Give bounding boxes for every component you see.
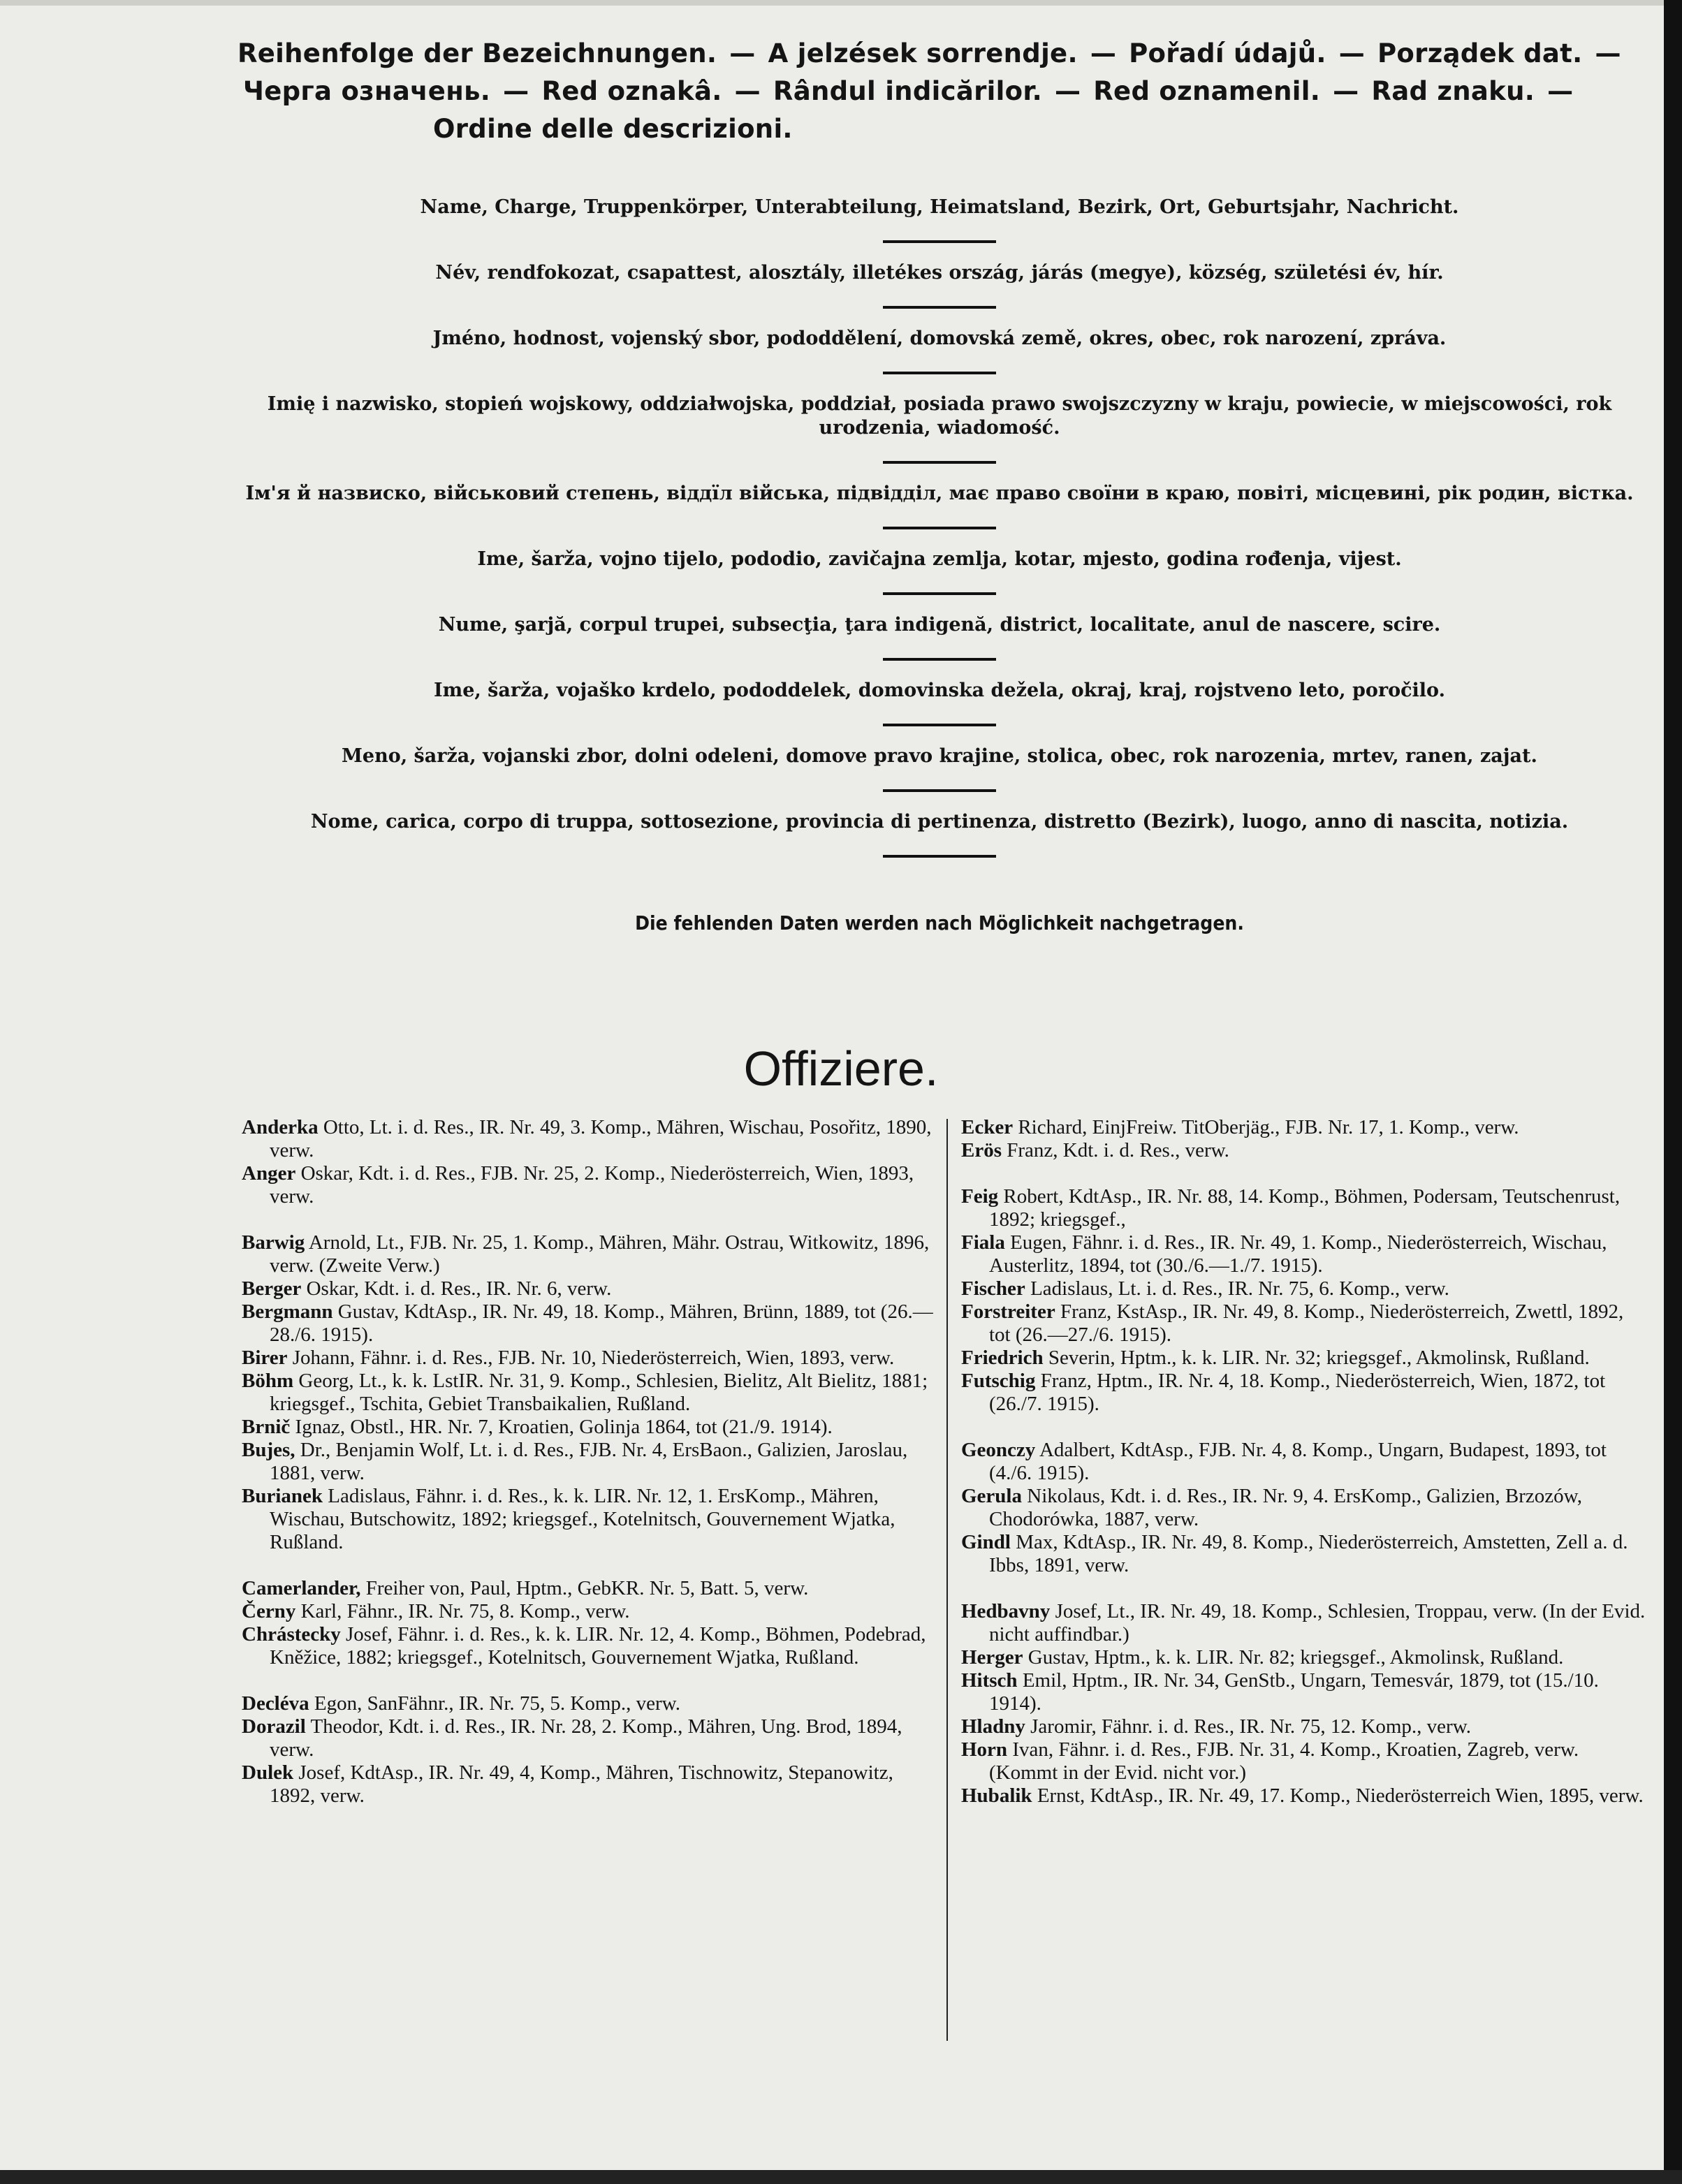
officer-surname: Anderka [242,1116,319,1138]
officer-surname: Brnič [242,1416,291,1438]
officer-entry [961,1784,1646,1808]
officer-entry [242,1692,940,1715]
officer-surname: Bergmann [242,1300,333,1323]
separator-rule [883,724,996,726]
officer-entry [242,1347,940,1370]
officer-details: Robert, KdtAsp., IR. Nr. 88, 14. Komp., Böhmen, Podersam, Teutschenrust, 1892; kriegsgef., [989,1185,1621,1231]
officer-surname: Futschig [961,1370,1036,1392]
officer-details: Karl, Fähnr., IR. Nr. 75, 8. Komp., verw. [295,1600,630,1622]
officer-details: Oskar, Kdt. i. d. Res., FJB. Nr. 25, 2. Komp., Niederösterreich, Wien, 1893, verw. [270,1162,914,1208]
officer-surname: Gindl [961,1531,1011,1553]
officer-details: Georg, Lt., k. k. LstIR. Nr. 31, 9. Komp., Schlesien, Bielitz, Alt Bielitz, 1881; kriegsgef., Tschita, Gebiet Transbaikalien, Rußland. [270,1370,928,1415]
scan-bottom-edge [0,2170,1682,2184]
officer-surname: Dulek [242,1761,294,1784]
separator-rule [883,855,996,858]
officer-details: Josef, Lt., IR. Nr. 49, 18. Komp., Schlesien, Troppau, verw. (In der Evid. nicht auffindbar.) [989,1600,1646,1646]
officer-entry [242,1623,940,1669]
title-line-2: Черга означень. — Red oznakâ. — Rândul indicărilor. — Red oznamenil. — Rad znaku. — [243,76,1574,106]
officer-surname: Friedrich [961,1347,1044,1369]
title-cz: Pořadí údajů. [1129,38,1326,68]
officer-details: Oskar, Kdt. i. d. Res., IR. Nr. 6, verw. [301,1277,612,1300]
officer-entry [961,1231,1646,1277]
officer-surname: Hitsch [961,1669,1018,1692]
separator-rule [883,527,996,529]
officer-details: Otto, Lt. i. d. Res., IR. Nr. 49, 3. Komp., Mähren, Wischau, Posořitz, 1890, verw. [270,1116,932,1161]
title-line-3 [433,110,1641,148]
field-line-uk: Ім'я й назвиско, військовий степень, віддїл війська, підвідділ, має право своїни в краю, повіті, місцевині, рік родин, вістка. [245,483,1634,504]
separator-rule [883,789,996,792]
officer-entry [961,1116,1646,1139]
officer-surname: Burianek [242,1485,323,1507]
officer-surname: Černy [242,1600,296,1622]
officer-details: Egon, SanFähnr., IR. Nr. 75, 5. Komp., verw. [309,1692,680,1715]
officer-details: Richard, EinjFreiw. TitOberjäg., FJB. Nr. 17, 1. Komp., verw. [1013,1116,1519,1138]
title-pl: Porządek dat. [1377,38,1583,68]
field-line-cz: Jméno, hodnost, vojenský sbor, pododdělení, domovská země, okres, obec, rok narození, zpráva. [432,328,1447,349]
officer-entry [961,1715,1646,1738]
title-hu: A jelzések sorrendje. [768,38,1078,68]
officer-entry [961,1347,1646,1370]
separator-rule [883,658,996,661]
officer-surname: Geonczy [961,1439,1036,1461]
officer-surname: Gerula [961,1485,1022,1507]
officer-entry [242,1577,940,1600]
officer-surname: Ecker [961,1116,1014,1138]
title-uk: Черга означень. [243,76,491,106]
title-sk: Red oznamenil. [1093,76,1321,106]
officer-details: Severin, Hptm., k. k. LIR. Nr. 32; kriegsgef., Akmolinsk, Rußland. [1043,1347,1590,1369]
officer-surname: Chrástecky [242,1623,341,1646]
officer-details: Jaromir, Fähnr. i. d. Res., IR. Nr. 75, 12. Komp., verw. [1025,1715,1472,1738]
field-line-it: Nome, carica, corpo di truppa, sottosezione, provincia di pertinenza, distretto (Bezirk), luogo, anno di nascita, notizia. [310,811,1569,833]
officer-details: Adalbert, KdtAsp., FJB. Nr. 4, 8. Komp., Ungarn, Budapest, 1893, tot (4./6. 1915). [989,1439,1607,1484]
officer-entry [961,1738,1646,1784]
separator-rule [883,240,996,243]
missing-data-note: Die fehlenden Daten werden nach Möglichkeit nachgetragen. [635,911,1244,935]
officer-entry [961,1300,1646,1347]
officer-details: Freiher von, Paul, Hptm., GebKR. Nr. 5, Batt. 5, verw. [360,1577,809,1599]
officer-surname: Anger [242,1162,296,1185]
officer-entry [242,1370,940,1416]
officer-entry [242,1761,940,1808]
officer-entry [242,1600,940,1623]
officer-entry [961,1485,1646,1531]
officer-surname: Forstreiter [961,1300,1055,1323]
officer-entry [242,1485,940,1554]
officer-details: Ignaz, Obstl., HR. Nr. 7, Kroatien, Golinja 1864, tot (21./9. 1914). [290,1416,833,1438]
officer-entry [242,1231,940,1277]
column-divider [946,1119,948,2041]
officer-surname: Feig [961,1185,999,1208]
officer-surname: Berger [242,1277,302,1300]
officer-surname: Camerlander, [242,1577,361,1599]
officer-surname: Hubalik [961,1784,1032,1807]
officer-details: Josef, KdtAsp., IR. Nr. 49, 4, Komp., Mähren, Tischnowitz, Stepanowitz, 1892, verw. [270,1761,893,1807]
officer-details: Franz, KstAsp., IR. Nr. 49, 8. Komp., Niederösterreich, Zwettl, 1892, tot (26.—27./6. 1915). [989,1300,1624,1346]
title-line-1: Reihenfolge der Bezeichnungen. — A jelzések sorrendje. — Pořadí údajů. — Porządek dat. — [237,38,1621,68]
right-column [961,1116,1646,1808]
field-line-hu: Név, rendfokozat, csapattest, alosztály, illetékes ország, járás (megye), község, születési év, hír. [435,262,1444,284]
officer-entry [961,1646,1646,1669]
officer-details: Max, KdtAsp., IR. Nr. 49, 8. Komp., Niederösterreich, Amstetten, Zell a. d. Ibbs, 1891, verw. [989,1531,1628,1576]
officer-details: Josef, Fähnr. i. d. Res., k. k. LIR. Nr. 12, 4. Komp., Böhmen, Podebrad, Kněžice, 1882; kriegsgef., Kotelnitsch, Gouvernement Wjatka, Rußland. [270,1623,926,1669]
section-heading: Offiziere. [743,1041,939,1096]
officer-details: Johann, Fähnr. i. d. Res., FJB. Nr. 10, Niederösterreich, Wien, 1893, verw. [287,1347,895,1369]
officer-surname: Böhm [242,1370,294,1392]
officer-details: Theodor, Kdt. i. d. Res., IR. Nr. 28, 2. Komp., Mähren, Ung. Brod, 1894, verw. [270,1715,902,1761]
separator-rule [883,372,996,374]
officer-details: Ernst, KdtAsp., IR. Nr. 49, 17. Komp., Niederösterreich Wien, 1895, verw. [1032,1784,1644,1807]
officer-details: Gustav, KdtAsp., IR. Nr. 49, 18. Komp., Mähren, Brünn, 1889, tot (26.—28./6. 1915). [270,1300,933,1346]
field-line-sl: Ime, šarža, vojaško krdelo, pododdelek, domovinska dežela, okraj, kraj, rojstveno leto, poročilo. [434,680,1445,701]
officer-surname: Fischer [961,1277,1025,1300]
field-line-hr: Ime, šarža, vojno tijelo, pododio, zavičajna zemlja, kotar, mjesto, godina rođenja, vijest. [477,548,1402,570]
field-descriptions [237,196,1641,876]
officer-surname: Birer [242,1347,288,1369]
order-title [237,35,1641,148]
left-column [242,1116,940,1808]
separator-rule [883,461,996,464]
officer-entry [961,1370,1646,1416]
officer-surname: Herger [961,1646,1023,1669]
field-line-de: Name, Charge, Truppenkörper, Unterabteilung, Heimatsland, Bezirk, Ort, Geburtsjahr, Nachricht. [420,196,1459,218]
officer-surname: Fiala [961,1231,1005,1254]
officer-entry [242,1416,940,1439]
officer-surname: Erös [961,1139,1002,1161]
scan-top-edge [0,0,1682,6]
officer-entry [242,1715,940,1761]
officer-entry [242,1162,940,1208]
officer-entry [961,1439,1646,1485]
officer-surname: Hladny [961,1715,1025,1738]
officer-entry [242,1277,940,1300]
title-de: Reihenfolge der Bezeichnungen. [237,38,717,68]
officer-entry [961,1139,1646,1162]
officer-surname: Horn [961,1738,1008,1761]
officer-details: Franz, Hptm., IR. Nr. 4, 18. Komp., Niederösterreich, Wien, 1872, tot (26./7. 1915). [989,1370,1606,1415]
officer-entry [961,1531,1646,1577]
officer-surname: Barwig [242,1231,305,1254]
officer-entry [961,1669,1646,1715]
title-ro: Rândul indicărilor. [773,76,1042,106]
officer-details: Nikolaus, Kdt. i. d. Res., IR. Nr. 9, 4. ErsKomp., Galizien, Brzozów, Chodorówka, 1887, verw. [989,1485,1582,1530]
officer-entry [961,1600,1646,1646]
field-line-ro: Nume, şarjă, corpul trupei, subsecţia, ţara indigenă, district, localitate, anul de nascere, scire. [438,614,1441,636]
officer-entry [242,1439,940,1485]
scan-right-edge [1664,0,1682,2184]
field-line-pl: Imię i nazwisko, stopień wojskowy, oddziałwojska, poddział, posiada prawo swojszczyzny w kraju, powiecie, w miejscowości, rok urodzenia, wiadomość. [267,393,1612,439]
title-hr: Red oznakâ. [541,76,722,106]
officer-surname: Dorazil [242,1715,306,1738]
officer-details: Gustav, Hptm., k. k. LIR. Nr. 82; kriegsgef., Akmolinsk, Rußland. [1023,1646,1564,1669]
officer-details: Eugen, Fähnr. i. d. Res., IR. Nr. 49, 1. Komp., Niederösterreich, Wischau, Austerlitz, 1894, tot (30./6.—1./7. 1915). [989,1231,1607,1277]
officer-surname: Bujes, [242,1439,295,1461]
title-sl: Rad znaku. [1371,76,1535,106]
officer-details: Arnold, Lt., FJB. Nr. 25, 1. Komp., Mähren, Mähr. Ostrau, Witkowitz, 1896, verw. (Zweite Verw.) [270,1231,930,1277]
officer-entry [961,1277,1646,1300]
officer-details: Ivan, Fähnr. i. d. Res., FJB. Nr. 31, 4. Komp., Kroatien, Zagreb, verw. (Kommt in der Evid. nicht vor.) [989,1738,1579,1784]
officer-entry [242,1116,940,1162]
officer-surname: Decléva [242,1692,309,1715]
title-it: Ordine delle descrizioni. [433,114,793,144]
separator-rule [883,306,996,309]
officer-details: Ladislaus, Fähnr. i. d. Res., k. k. LIR. Nr. 12, 1. ErsKomp., Mähren, Wischau, Butschowitz, 1892; kriegsgef., Kotelnitsch, Gouvernement Wjatka, Rußland. [270,1485,895,1553]
separator-rule [883,592,996,595]
officer-details: Emil, Hptm., IR. Nr. 34, GenStb., Ungarn, Temesvár, 1879, tot (15./10. 1914). [989,1669,1599,1715]
officer-details: Franz, Kdt. i. d. Res., verw. [1002,1139,1229,1161]
officer-entry [961,1185,1646,1231]
officer-details: Ladislaus, Lt. i. d. Res., IR. Nr. 75, 6. Komp., verw. [1025,1277,1449,1300]
officer-details: Dr., Benjamin Wolf, Lt. i. d. Res., FJB. Nr. 4, ErsBaon., Galizien, Jaroslau, 1881, verw. [270,1439,908,1484]
field-line-sk: Meno, šarža, vojanski zbor, dolni odeleni, domove pravo krajine, stolica, obec, rok narozenia, mrtev, ranen, zajat. [342,745,1537,767]
officer-entry [242,1300,940,1347]
officer-surname: Hedbavny [961,1600,1051,1622]
